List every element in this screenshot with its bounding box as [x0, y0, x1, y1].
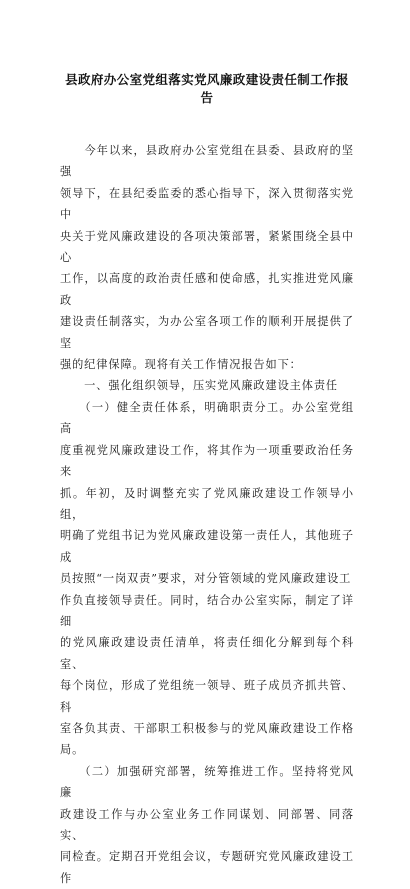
body-paragraph: （一）健全责任体系，明确职责分工。办公室党组高 度重视党风廉政建设工作，将其作为一项重要政治任务来 抓。年初，及时调整充实了党风廉政建设工作领导小组， 明确了党组书记为党风廉政建设第一责任人，其他班子成 员按照“一岗双责”要求，对分管领域的党风廉政建设工 作负直接领导责任。同时，结合办公室实际，制定了详细 的党风廉政建设责任清单，将责任细化分解到每个科室、 每个岗位，形成了党组统一领导、班子成员齐抓共管、科 室各负其责、干部职工积极参与的党风廉政建设工作格局。 [60, 400, 354, 757]
intro-paragraph: 今年以来，县政府办公室党组在县委、县政府的坚强 领导下，在县纪委监委的悉心指导下，深入贯彻落实党中 央关于党风廉政建设的各项决策部署，紧紧围绕全县中心 工作，以高度的政治责任感和使命感，扎实推进党风廉政 建设责任制落实，为办公室各项工作的顺利开展提供了坚 强的纪律保障。现将有关工作情况报告如下： [60, 144, 354, 372]
section-heading: 一、强化组织领导，压实党风廉政建设主体责任 [60, 379, 339, 393]
document-title: 县政府办公室党组落实党风廉政建设责任制工作报告 [65, 72, 349, 105]
body-paragraph: （二）加强研究部署，统筹推进工作。坚持将党风廉 政建设工作与办公室业务工作同谋划、同部署、同落实、 同检查。定期召开党组会议，专题研究党风廉政建设工作 [60, 764, 354, 885]
